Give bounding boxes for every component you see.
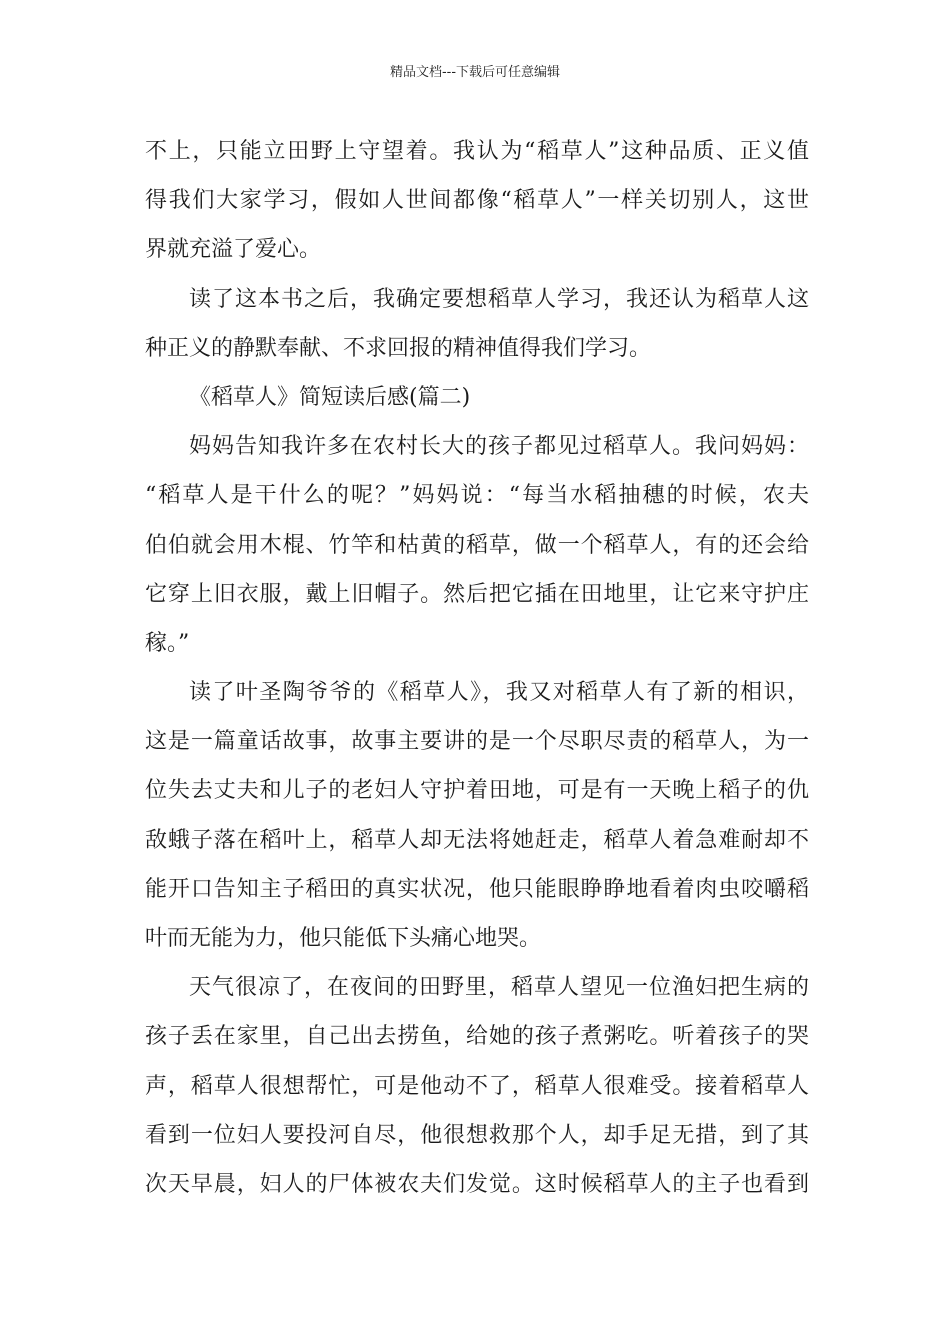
body-text: [145, 127, 809, 1209]
page-header: 精品文档---下载后可任意编辑: [389, 65, 561, 80]
text-line: 叶而无能为力，他只能低下头痛心地哭。: [145, 926, 542, 951]
text-line: 这是一篇童话故事，故事主要讲的是一个尽职尽责的稻草人，为一: [145, 729, 809, 755]
text-line: 能开口告知主子稻田的真实状况，他只能眼睁睁地看着肉虫咬嚼稻: [145, 876, 809, 902]
text-line: 伯伯就会用木棍、竹竿和枯黄的稻草，做一个稻草人，有的还会给: [145, 532, 809, 558]
text-line: 得我们大家学习，假如人世间都像“稻草人”一样关切别人，这世: [145, 188, 809, 214]
text-line: 次天早晨，妇人的尸体被农夫们发觉。这时候稻草人的主子也看到: [145, 1171, 809, 1197]
text-line: 它穿上旧衣服，戴上旧帽子。然后把它插在田地里，让它来守护庄: [145, 581, 809, 607]
text-line: 敌蛾子落在稻叶上，稻草人却无法将她赶走，稻草人着急难耐却不: [145, 827, 809, 853]
text-line: 读了这本书之后，我确定要想稻草人学习，我还认为稻草人这: [189, 286, 809, 312]
text-line: 位失去丈夫和儿子的老妇人守护着田地，可是有一天晚上稻子的仇: [145, 778, 809, 804]
text-line: 不上，只能立田野上守望着。我认为“稻草人”这种品质、正义值: [145, 139, 809, 164]
text-line: 孩子丢在家里，自己出去捞鱼，给她的孩子煮粥吃。听着孩子的哭: [145, 1024, 809, 1050]
text-line: 天气很凉了，在夜间的田野里，稻草人望见一位渔妇把生病的: [189, 975, 809, 1001]
text-line: “稻草人是干什么的呢？”妈妈说：“每当水稻抽穗的时候，农夫: [145, 483, 809, 509]
text-line: 妈妈告知我许多在农村长大的孩子都见过稻草人。我问妈妈：: [189, 434, 809, 460]
text-line: 稼。”: [145, 630, 190, 656]
text-line: 《稻草人》简短读后感(篇二): [189, 384, 471, 410]
text-line: 界就充溢了爱心。: [145, 237, 322, 263]
text-line: 读了叶圣陶爷爷的《稻草人》，我又对稻草人有了新的相识，: [189, 680, 809, 706]
text-line: 看到一位妇人要投河自尽，他很想救那个人，却手足无措，到了其: [145, 1122, 809, 1148]
text-line: 声，稻草人很想帮忙，可是他动不了，稻草人很难受。接着稻草人: [145, 1073, 809, 1099]
text-line: 种正义的静默奉献、不求回报的精神值得我们学习。: [145, 335, 652, 361]
